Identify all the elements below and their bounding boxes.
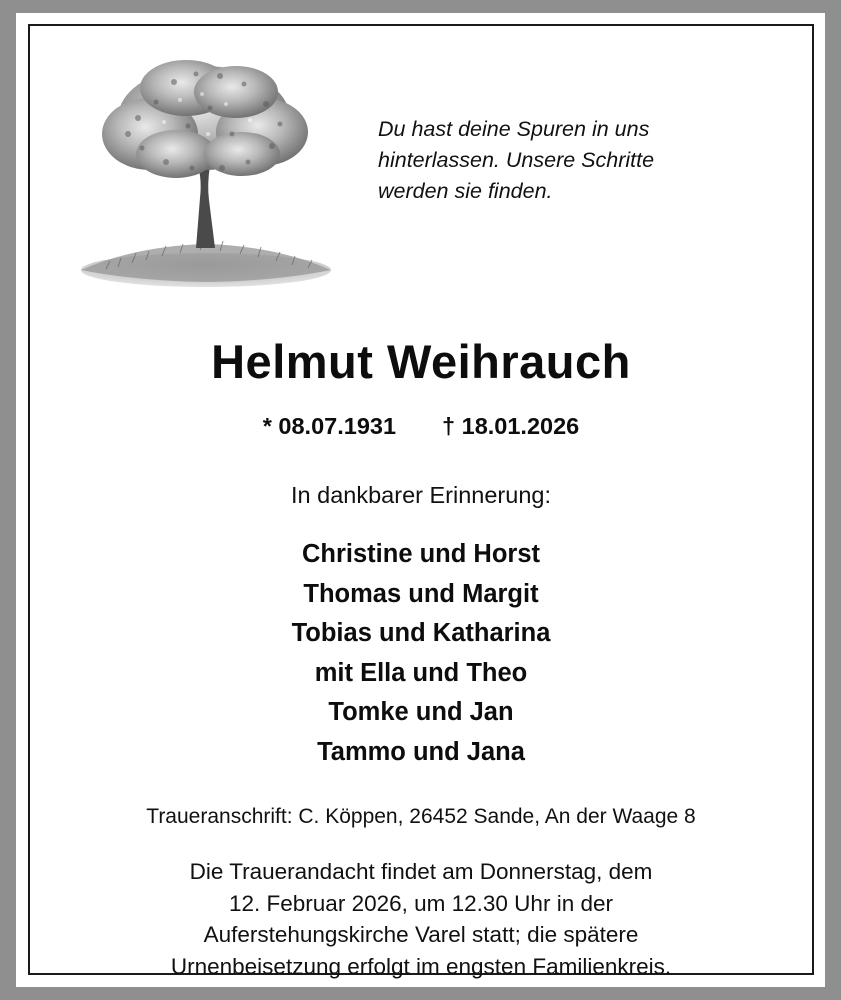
mourner-line: Thomas und Margit (303, 579, 539, 608)
condolence-address: Traueranschrift: C. Köppen, 26452 Sande, An der Waage 8 (146, 805, 696, 828)
mourner-line: Tobias und Katharina (291, 619, 551, 647)
birth-date: * 08.07.1931 (262, 413, 397, 439)
obituary-border-frame (28, 24, 814, 979)
mourner-line: Christine und Horst (301, 540, 540, 568)
obituary-content (30, 26, 812, 979)
obituary-card (16, 13, 825, 987)
header-area (30, 26, 812, 286)
mourner-line: Tomke und Jan (328, 698, 514, 726)
memoriam-label: In dankbarer Erinnerung: (291, 482, 551, 508)
service-line-4: Urnenbeisetzung erfolgt im engsten Familienkreis. (170, 953, 672, 979)
memorial-verse (378, 114, 778, 207)
verse-line-2: hinterlassen. Unsere Schritte (378, 148, 655, 172)
life-dates (30, 413, 812, 440)
deceased-name: Helmut Weihrauch (211, 335, 631, 388)
death-date: † 18.01.2026 (442, 413, 580, 439)
verse-line-1: Du hast deine Spuren in uns (378, 117, 650, 141)
service-line-3: Auferstehungskirche Varel statt; die spätere (203, 922, 639, 947)
mourner-line: Tammo und Jana (317, 737, 525, 766)
mourners-list (30, 535, 812, 772)
tree-illustration (76, 48, 336, 288)
funeral-service-info (30, 856, 812, 982)
mourner-line: mit Ella und Theo (314, 658, 528, 687)
service-line-2: 12. Februar 2026, um 12.30 Uhr in der (229, 890, 613, 916)
service-line-1: Die Trauerandacht findet am Donnerstag, dem (189, 859, 653, 884)
verse-line-3: werden sie finden. (378, 179, 553, 203)
